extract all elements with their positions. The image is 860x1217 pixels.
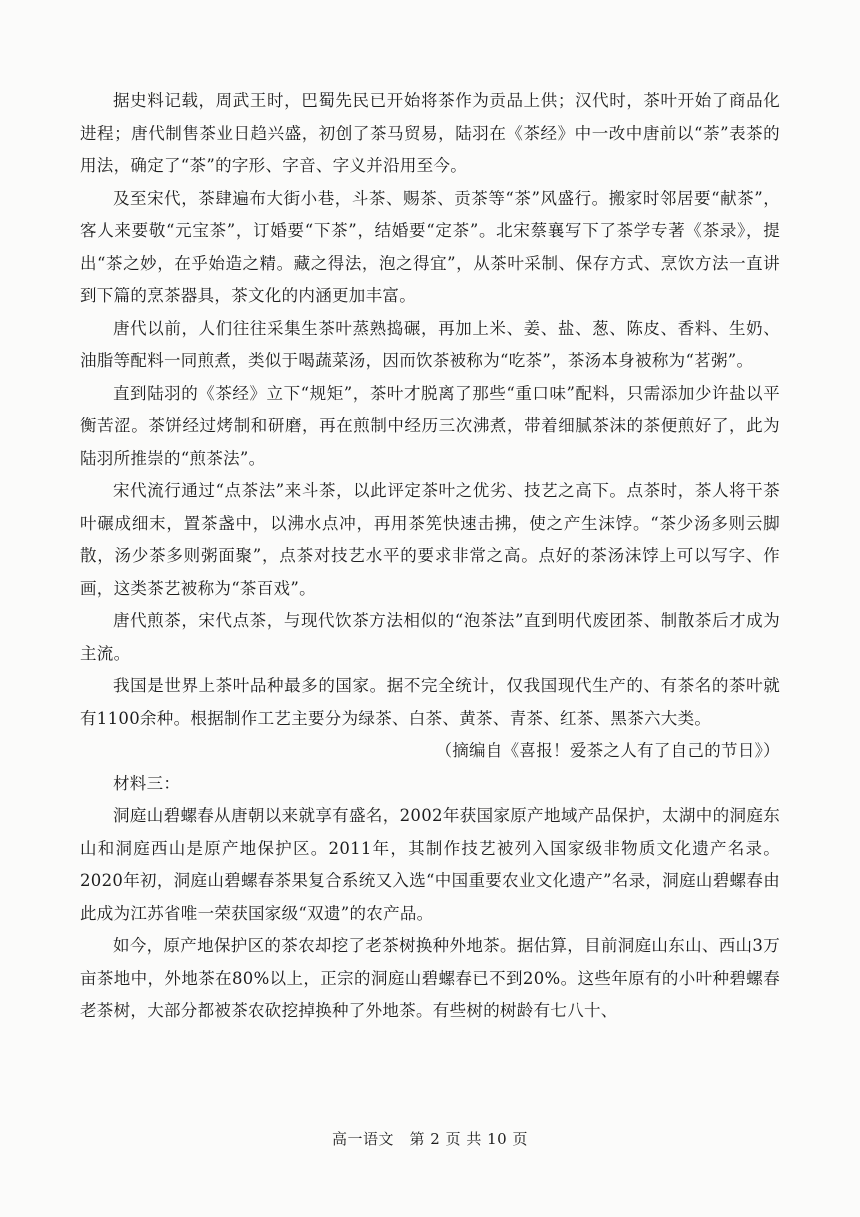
paragraph-biluochun-fame: 洞庭山碧螺春从唐朝以来就享有盛名，2002年获国家原产地域产品保护，太湖中的洞庭东山和洞庭西山是原产地保护区。2011年，其制作技艺被列入国家级非物质文化遗产名录。2020年初，洞庭山碧螺春茶果复合系统又入选“中国重要农业文化遗产”名录，洞庭山碧螺春由此成为江苏省唯一荣获国家级“双遗”的农产品。 [80,806,780,923]
page-content [80,85,780,1028]
paragraph-before-tang: 唐代以前，人们往往采集生茶叶蒸熟捣碾，再加上米、姜、盐、葱、陈皮、香料、生奶、油脂等配料一同煎煮，类似于喝蔬菜汤，因而饮茶被称为“吃茶”，茶汤本身被称为“茗粥”。 [80,318,780,370]
source-citation: （摘编自《喜报！爱茶之人有了自己的节日》） [435,741,780,760]
paragraph-paocha: 唐代煎茶，宋代点茶，与现代饮茶方法相似的“泡茶法”直到明代废团茶、制散茶后才成为主流。 [80,611,780,663]
page-footer: 高一语文 第 2 页 共 10 页 [332,1130,528,1148]
material3-heading: 材料三： [113,773,181,793]
paragraph-tea-history: 据史料记载，周武王时，巴蜀先民已开始将茶作为贡品上供；汉代时，茶叶开始了商品化进程；唐代制售茶业日趋兴盛，初创了茶马贸易，陆羽在《茶经》中一改中唐前以“荼”表茶的用法，确定了“茶”的字形、字音、字义并沿用至今。 [80,91,780,175]
paragraph-song-dynasty: 及至宋代，茶肆遍布大街小巷，斗茶、赐茶、贡茶等“茶”风盛行。搬家时邻居要“献茶”，客人来要敬“元宝茶”，订婚要“下茶”，结婚要“定茶”。北宋蔡襄写下了茶学专著《茶录》，提出“茶之妙，在乎始造之精。藏之得法，泡之得宜”，从茶叶采制、保存方式、烹饮方法一直讲到下篇的烹茶器具，茶文化的内涵更加丰富。 [80,188,780,305]
paragraph-tea-varieties: 我国是世界上茶叶品种最多的国家。据不完全统计，仅我国现代生产的、有茶名的茶叶就有1100余种。根据制作工艺主要分为绿茶、白茶、黄茶、青茶、红茶、黑茶六大类。 [80,676,780,728]
paragraph-lu-yu: 直到陆羽的《茶经》立下“规矩”，茶叶才脱离了那些“重口味”配料，只需添加少许盐以平衡苦涩。茶饼经过烤制和研磨，再在煎制中经历三次沸煮，带着细腻茶沫的茶便煎好了，此为陆羽所推崇的“煎茶法”。 [80,383,780,468]
paragraph-biluochun-current: 如今，原产地保护区的茶农却挖了老茶树换种外地茶。据估算，目前洞庭山东山、西山3万亩茶地中，外地茶在80%以上，正宗的洞庭山碧螺春已不到20%。这些年原有的小叶种碧螺春老茶树，大部分都被茶农砍挖掉换种了外地茶。有些树的树龄有七八十、 [80,936,780,1020]
paragraph-diancha: 宋代流行通过“点茶法”来斗茶，以此评定茶叶之优劣、技艺之高下。点茶时，茶人将干茶叶碾成细末，置茶盏中，以沸水点冲，再用茶筅快速击拂，使之产生沫饽。“茶少汤多则云脚散，汤少茶多则粥面聚”，点茶对技艺水平的要求非常之高。点好的茶汤沫饽上可以写字、作画，这类茶艺被称为“茶百戏”。 [80,481,780,598]
